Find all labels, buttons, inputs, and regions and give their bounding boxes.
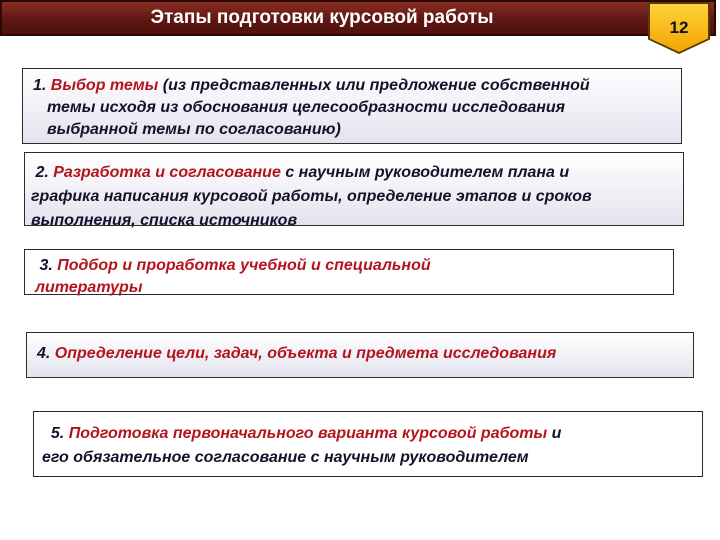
step-1-number: 1.	[33, 77, 47, 94]
step-5-text-2: его обязательное согласование с научным руководителем	[42, 449, 529, 466]
step-2-number: 2.	[35, 164, 49, 181]
step-2-text-3: выполнения, списка источников	[31, 212, 298, 229]
step-3-number: 3.	[39, 257, 53, 274]
title-bar	[0, 0, 716, 36]
step-2-title: Разработка и согласование	[53, 164, 281, 181]
step-2-text-2: графика написания курсовой работы, определение этапов и сроков	[31, 188, 592, 205]
step-5-line-1	[42, 422, 692, 446]
step-5-number: 5.	[50, 425, 65, 442]
step-5-title: Подготовка первоначального варианта курсовой работы	[68, 425, 548, 442]
step-5-text-1: и	[551, 425, 562, 442]
page-title: Этапы подготовки курсовой работы	[150, 7, 494, 28]
step-2-line-1	[31, 161, 677, 185]
step-1-text-1: (из представленных или предложение собственной	[162, 77, 590, 94]
step-1-title: Выбор темы	[50, 77, 159, 94]
step-1-text-2: темы исходя из обоснования целесообразности исследования	[47, 99, 566, 116]
page-number: 12	[669, 18, 689, 37]
step-1-line-1	[33, 75, 671, 97]
step-5-box	[33, 411, 703, 477]
step-1-text-3: выбранной темы по согласованию)	[47, 121, 341, 138]
step-4-box	[26, 332, 694, 378]
step-1-box	[22, 68, 682, 144]
step-3-title-2: литературы	[35, 279, 143, 296]
step-2-box	[24, 152, 684, 229]
step-4-number: 4.	[37, 345, 51, 362]
step-3-box	[24, 249, 674, 295]
step-2-text-1: с научным руководителем плана и	[285, 164, 570, 181]
step-3-line-1	[35, 255, 663, 277]
step-3-title: Подбор и проработка учебной и специальной	[57, 257, 431, 274]
step-4-title: Определение цели, задач, объекта и предмета исследования	[54, 345, 557, 362]
